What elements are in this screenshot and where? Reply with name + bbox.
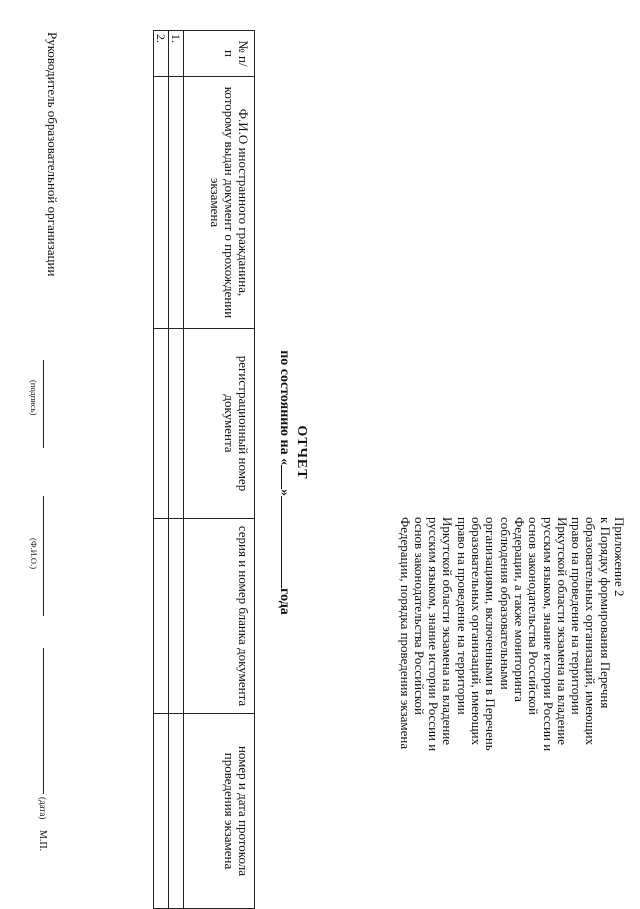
date-caption: (дата) xyxy=(38,797,48,820)
signature-label: Руководитель образовательной организации xyxy=(45,32,60,277)
signature-line[interactable] xyxy=(43,360,44,448)
column-header-number: № п/п xyxy=(184,31,255,77)
signature-block xyxy=(0,30,640,908)
report-heading: ОТЧЕТ xyxy=(294,425,309,480)
column-header-blank-series: серия и номер бланка документа xyxy=(184,519,255,714)
table-cell[interactable]: 2. xyxy=(154,31,169,77)
date-middle: » xyxy=(277,489,292,497)
appendix-line: образовательных организаций, имеющих xyxy=(469,517,485,746)
appendix-line: право на проведение на территории xyxy=(569,517,585,715)
appendix-line: право на проведение на территории xyxy=(454,517,470,715)
date-line[interactable] xyxy=(43,648,44,794)
signature-caption: (подпись) xyxy=(29,380,39,416)
appendix-line: Иркутской области экзамена на владение xyxy=(554,517,570,746)
date-suffix: года xyxy=(277,588,292,615)
appendix-line: соблюдения образовательными xyxy=(497,517,513,690)
column-header-protocol: номер и дата протокола проведения экзамена xyxy=(184,714,255,909)
column-header-reg-number: регистрационный номер документа xyxy=(184,329,255,519)
stamp-mark: М.П. xyxy=(37,830,48,852)
name-caption: (Ф.И.О.) xyxy=(29,538,39,570)
appendix-line: Приложение 2 xyxy=(612,517,627,597)
appendix-line: Иркутской области экзамена на владение xyxy=(440,517,456,746)
appendix-line: Федерации, порядка проведения экзамена xyxy=(397,517,413,750)
appendix-line: основ законодательства Российской xyxy=(411,517,427,716)
appendix-line: к Порядку формирования Перечня xyxy=(597,517,613,709)
column-header-name: Ф.И.О иностранного гражданина, которому выдан документ о прохождении экзамена xyxy=(184,77,255,329)
appendix-line: Федерации, а также мониторинга xyxy=(511,517,527,702)
table-cell[interactable]: 1. xyxy=(169,31,184,77)
appendix-line: организациями, включенными в Перечень xyxy=(483,517,499,751)
appendix-line: образовательных организаций, имеющих xyxy=(583,517,599,746)
appendix-line: основ законодательства Российской xyxy=(526,517,542,716)
appendix-line: русским языком, знание истории России и xyxy=(540,517,556,752)
name-line[interactable] xyxy=(43,496,44,616)
appendix-line: русским языком, знание истории России и xyxy=(426,517,442,752)
date-prefix: по состоянию на « xyxy=(277,350,292,466)
